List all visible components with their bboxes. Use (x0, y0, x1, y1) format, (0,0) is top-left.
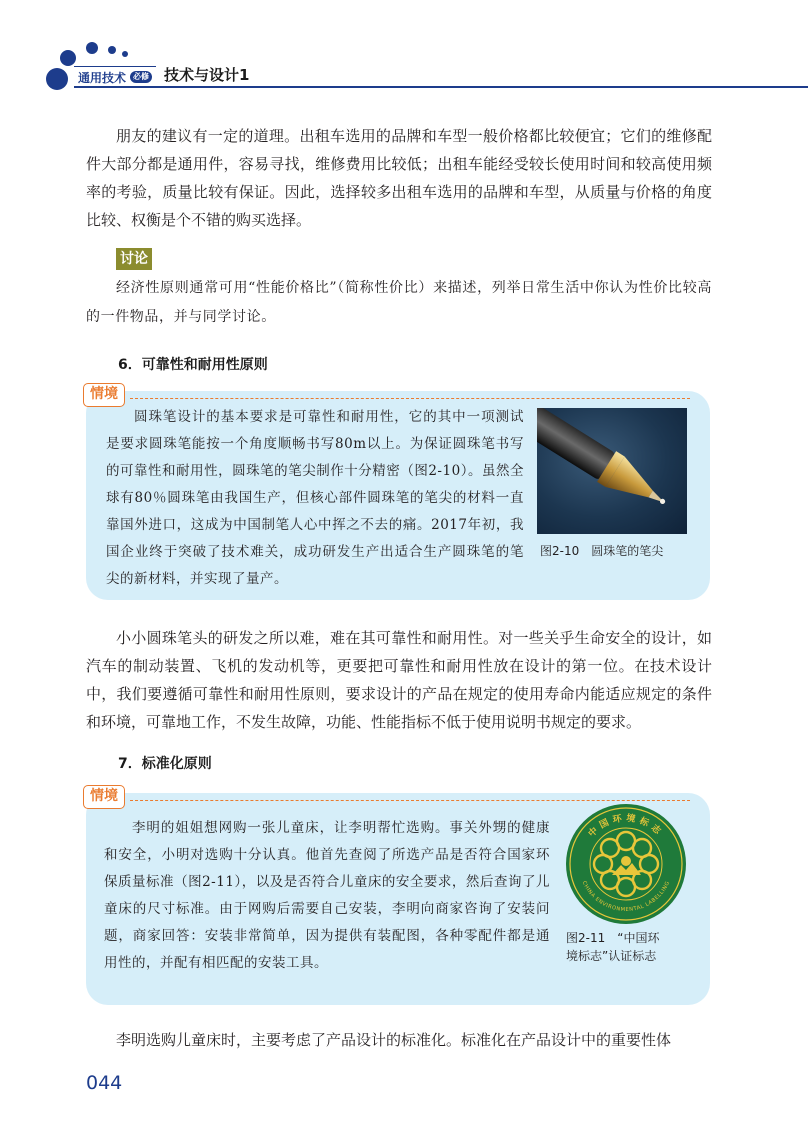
seal-top-text: 中国环境标志 (586, 813, 666, 840)
header-dot-small (108, 46, 116, 54)
scenario-6-text: 圆珠笔设计的基本要求是可靠性和耐用性，它的其中一项测试是要求圆珠笔能按一个角度顺畅书写80m以上。为保证圆珠笔书写的可靠性和耐用性，圆珠笔的笔尖制作十分精密（图2-10）。虽然全球有80％圆珠笔由我国生产，但核心部件圆珠笔的笔尖的材料一直靠国外进口，这成为中国制笔人心中挥之不去的痛。2017年初，我国企业终于突破了技术难关，成功研发生产出适合生产圆珠笔的笔尖的新材料，并实现了量产。 (106, 409, 524, 587)
paragraph-reliability: 小小圆珠笔头的研发之所以难，难在其可靠性和耐用性。对一些关乎生命安全的设计，如汽车的制动装置、飞机的发动机等，更要把可靠性和耐用性放在设计的第一位。在技术设计中，我们要遵循可靠性和耐用性原则，要求设计的产品在规定的使用寿命内能适应规定的条件和环境，可靠地工作，不发生故障，功能、性能指标不低于使用说明书规定的要求。 (86, 629, 712, 731)
section-7-heading: 7．标准化原则 (118, 756, 212, 772)
scenario-7-rule (130, 800, 690, 801)
pen-tip-icon (537, 408, 687, 534)
discussion-tag: 讨论 (116, 248, 152, 270)
scenario-7-text: 李明的姐姐想网购一张儿童床，让李明帮忙选购。事关外甥的健康和安全，小明对选购十分认真。他首先查阅了所选产品是否符合国家环保质量标准（图2-11），以及是否符合儿童床的安全要求，然后查询了儿童床的尺寸标准。由于网购后需要自己安装，李明向商家咨询了安装问题，商家回答：安装非常简单，因为提供有装配图，各种零配件都是通用性的，并配有相匹配的安装工具。 (104, 820, 550, 971)
figure-2-10-image (537, 408, 687, 534)
scenario-7-tag: 情境 (83, 785, 125, 809)
header-dot-medium (60, 50, 76, 66)
seal-bottom-text: CHINA ENVIRONMENTAL LABELLING (580, 880, 672, 914)
section-6-heading: 6．可靠性和耐用性原则 (118, 357, 268, 373)
page-number: 044 (86, 1072, 123, 1094)
figure-2-11-caption-line-1: 图2-11 “中国环 (566, 931, 660, 945)
scenario-6-tag: 情境 (83, 383, 125, 407)
header-badge: 必修 (130, 71, 152, 83)
header-rule (74, 86, 808, 88)
header-dot-large (46, 68, 68, 90)
header-book-tab (74, 68, 156, 86)
header-title: 技术与设计1 (164, 66, 250, 84)
paragraph-standardization: 李明选购儿童床时，主要考虑了产品设计的标准化。标准化在产品设计中的重要性体 (116, 1031, 672, 1049)
scenario-6-rule (130, 398, 690, 399)
header-book-name: 通用技术 (78, 70, 127, 85)
figure-2-11-image (565, 803, 687, 925)
figure-2-11-caption (566, 929, 659, 965)
header-dot-medium-2 (86, 42, 98, 54)
header-dot-tiny (122, 51, 128, 57)
paragraph-intro: 朋友的建议有一定的道理。出租车选用的品牌和车型一般价格都比较便宜；它们的维修配件大部分都是通用件，容易寻找，维修费用比较低；出租车能经受较长使用时间和较高使用频率的考验，质量比较有保证。因此，选择较多出租车选用的品牌和车型，从质量与价格的角度比较、权衡是个不错的购买选择。 (86, 127, 712, 229)
china-environmental-label-icon (565, 803, 687, 925)
header-rule-top (74, 66, 156, 67)
discussion-text: 经济性原则通常可用“性能价格比”（简称性价比）来描述，列举日常生活中你认为性价比较高的一件物品，并与同学讨论。 (86, 280, 712, 325)
figure-2-10-caption: 图2-10 圆珠笔的笔尖 (540, 544, 664, 558)
figure-2-11-caption-line-2: 境标志”认证标志 (566, 949, 657, 963)
